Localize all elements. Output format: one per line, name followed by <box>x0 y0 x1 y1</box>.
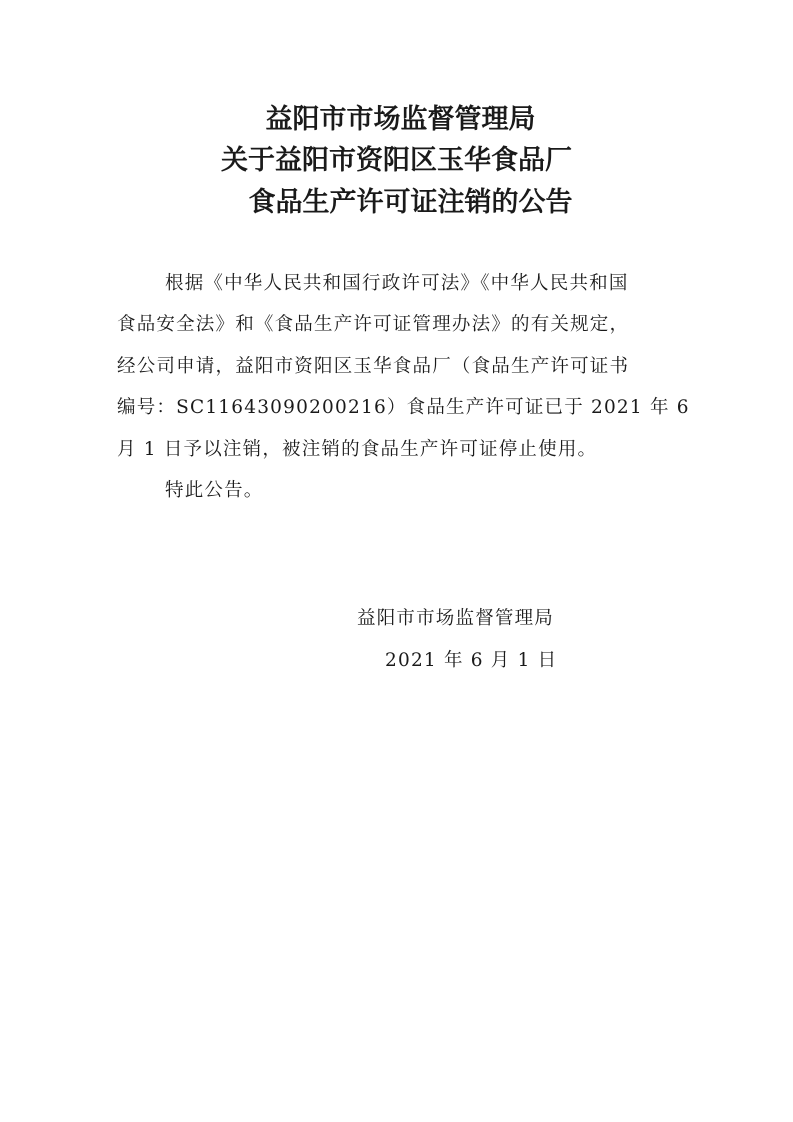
body-line-2: 食品安全法》和《食品生产许可证管理办法》的有关规定， <box>117 314 630 335</box>
signature-organization: 益阳市市场监督管理局 <box>357 608 555 629</box>
title-line-1: 益阳市市场监督管理局 <box>265 104 536 135</box>
signature-date: 2021 年 6 月 1 日 <box>385 650 558 671</box>
body-line-3: 经公司申请，益阳市资阳区玉华食品厂（食品生产许可证书 <box>117 356 630 377</box>
title-line-2: 关于益阳市资阳区玉华食品厂 <box>221 145 572 176</box>
body-line-5: 月 1 日予以注销，被注销的食品生产许可证停止使用。 <box>117 439 598 460</box>
body-line-4: 编号：SC11643090200216）食品生产许可证已于 2021 年 6 <box>117 397 690 418</box>
body-line-1: 根据《中华人民共和国行政许可法》《中华人民共和国 <box>165 273 629 294</box>
closing-text: 特此公告。 <box>165 480 264 501</box>
title-line-3: 食品生产许可证注销的公告 <box>248 187 573 218</box>
